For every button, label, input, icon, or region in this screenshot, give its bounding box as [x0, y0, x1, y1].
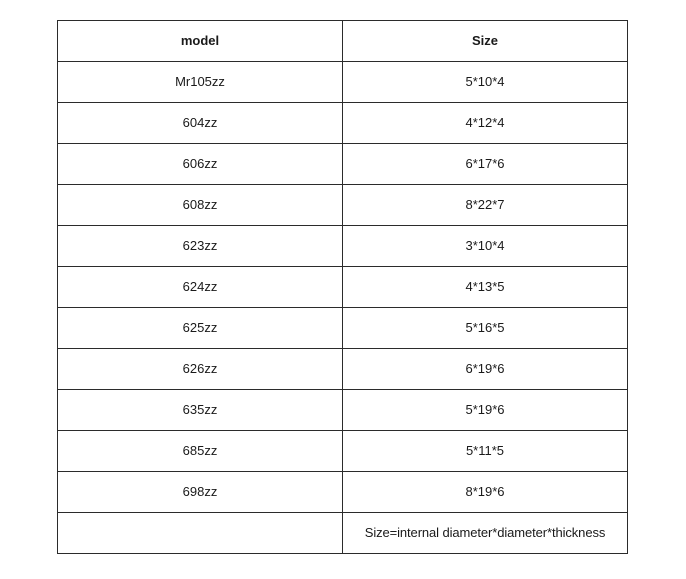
table-row [58, 144, 628, 185]
cell-model: 685zz [58, 431, 343, 472]
cell-size: 4*13*5 [343, 267, 628, 308]
cell-model: 624zz [58, 267, 343, 308]
cell-size: 5*10*4 [343, 62, 628, 103]
cell-model-empty [58, 513, 343, 554]
header-size: Size [343, 21, 628, 62]
cell-size: 5*11*5 [343, 431, 628, 472]
cell-size: 8*22*7 [343, 185, 628, 226]
cell-model: 626zz [58, 349, 343, 390]
cell-size: 5*19*6 [343, 390, 628, 431]
table-row [58, 390, 628, 431]
table-row [58, 103, 628, 144]
table-row [58, 267, 628, 308]
table-row [58, 226, 628, 267]
cell-size: 6*19*6 [343, 349, 628, 390]
header-model: model [58, 21, 343, 62]
table-note-row [58, 513, 628, 554]
cell-model: 606zz [58, 144, 343, 185]
table-header-row [58, 21, 628, 62]
table-row [58, 308, 628, 349]
table-row [58, 431, 628, 472]
cell-model: 625zz [58, 308, 343, 349]
cell-model: 635zz [58, 390, 343, 431]
table-row [58, 349, 628, 390]
cell-size: 6*17*6 [343, 144, 628, 185]
table-row [58, 185, 628, 226]
table-row [58, 62, 628, 103]
bearing-spec-table [57, 20, 628, 554]
cell-model: 698zz [58, 472, 343, 513]
size-definition-note: Size=internal diameter*diameter*thickness [343, 513, 628, 554]
cell-size: 8*19*6 [343, 472, 628, 513]
cell-model: 608zz [58, 185, 343, 226]
cell-size: 5*16*5 [343, 308, 628, 349]
cell-model: 604zz [58, 103, 343, 144]
cell-size: 3*10*4 [343, 226, 628, 267]
table-row [58, 472, 628, 513]
cell-model: Mr105zz [58, 62, 343, 103]
cell-size: 4*12*4 [343, 103, 628, 144]
cell-model: 623zz [58, 226, 343, 267]
